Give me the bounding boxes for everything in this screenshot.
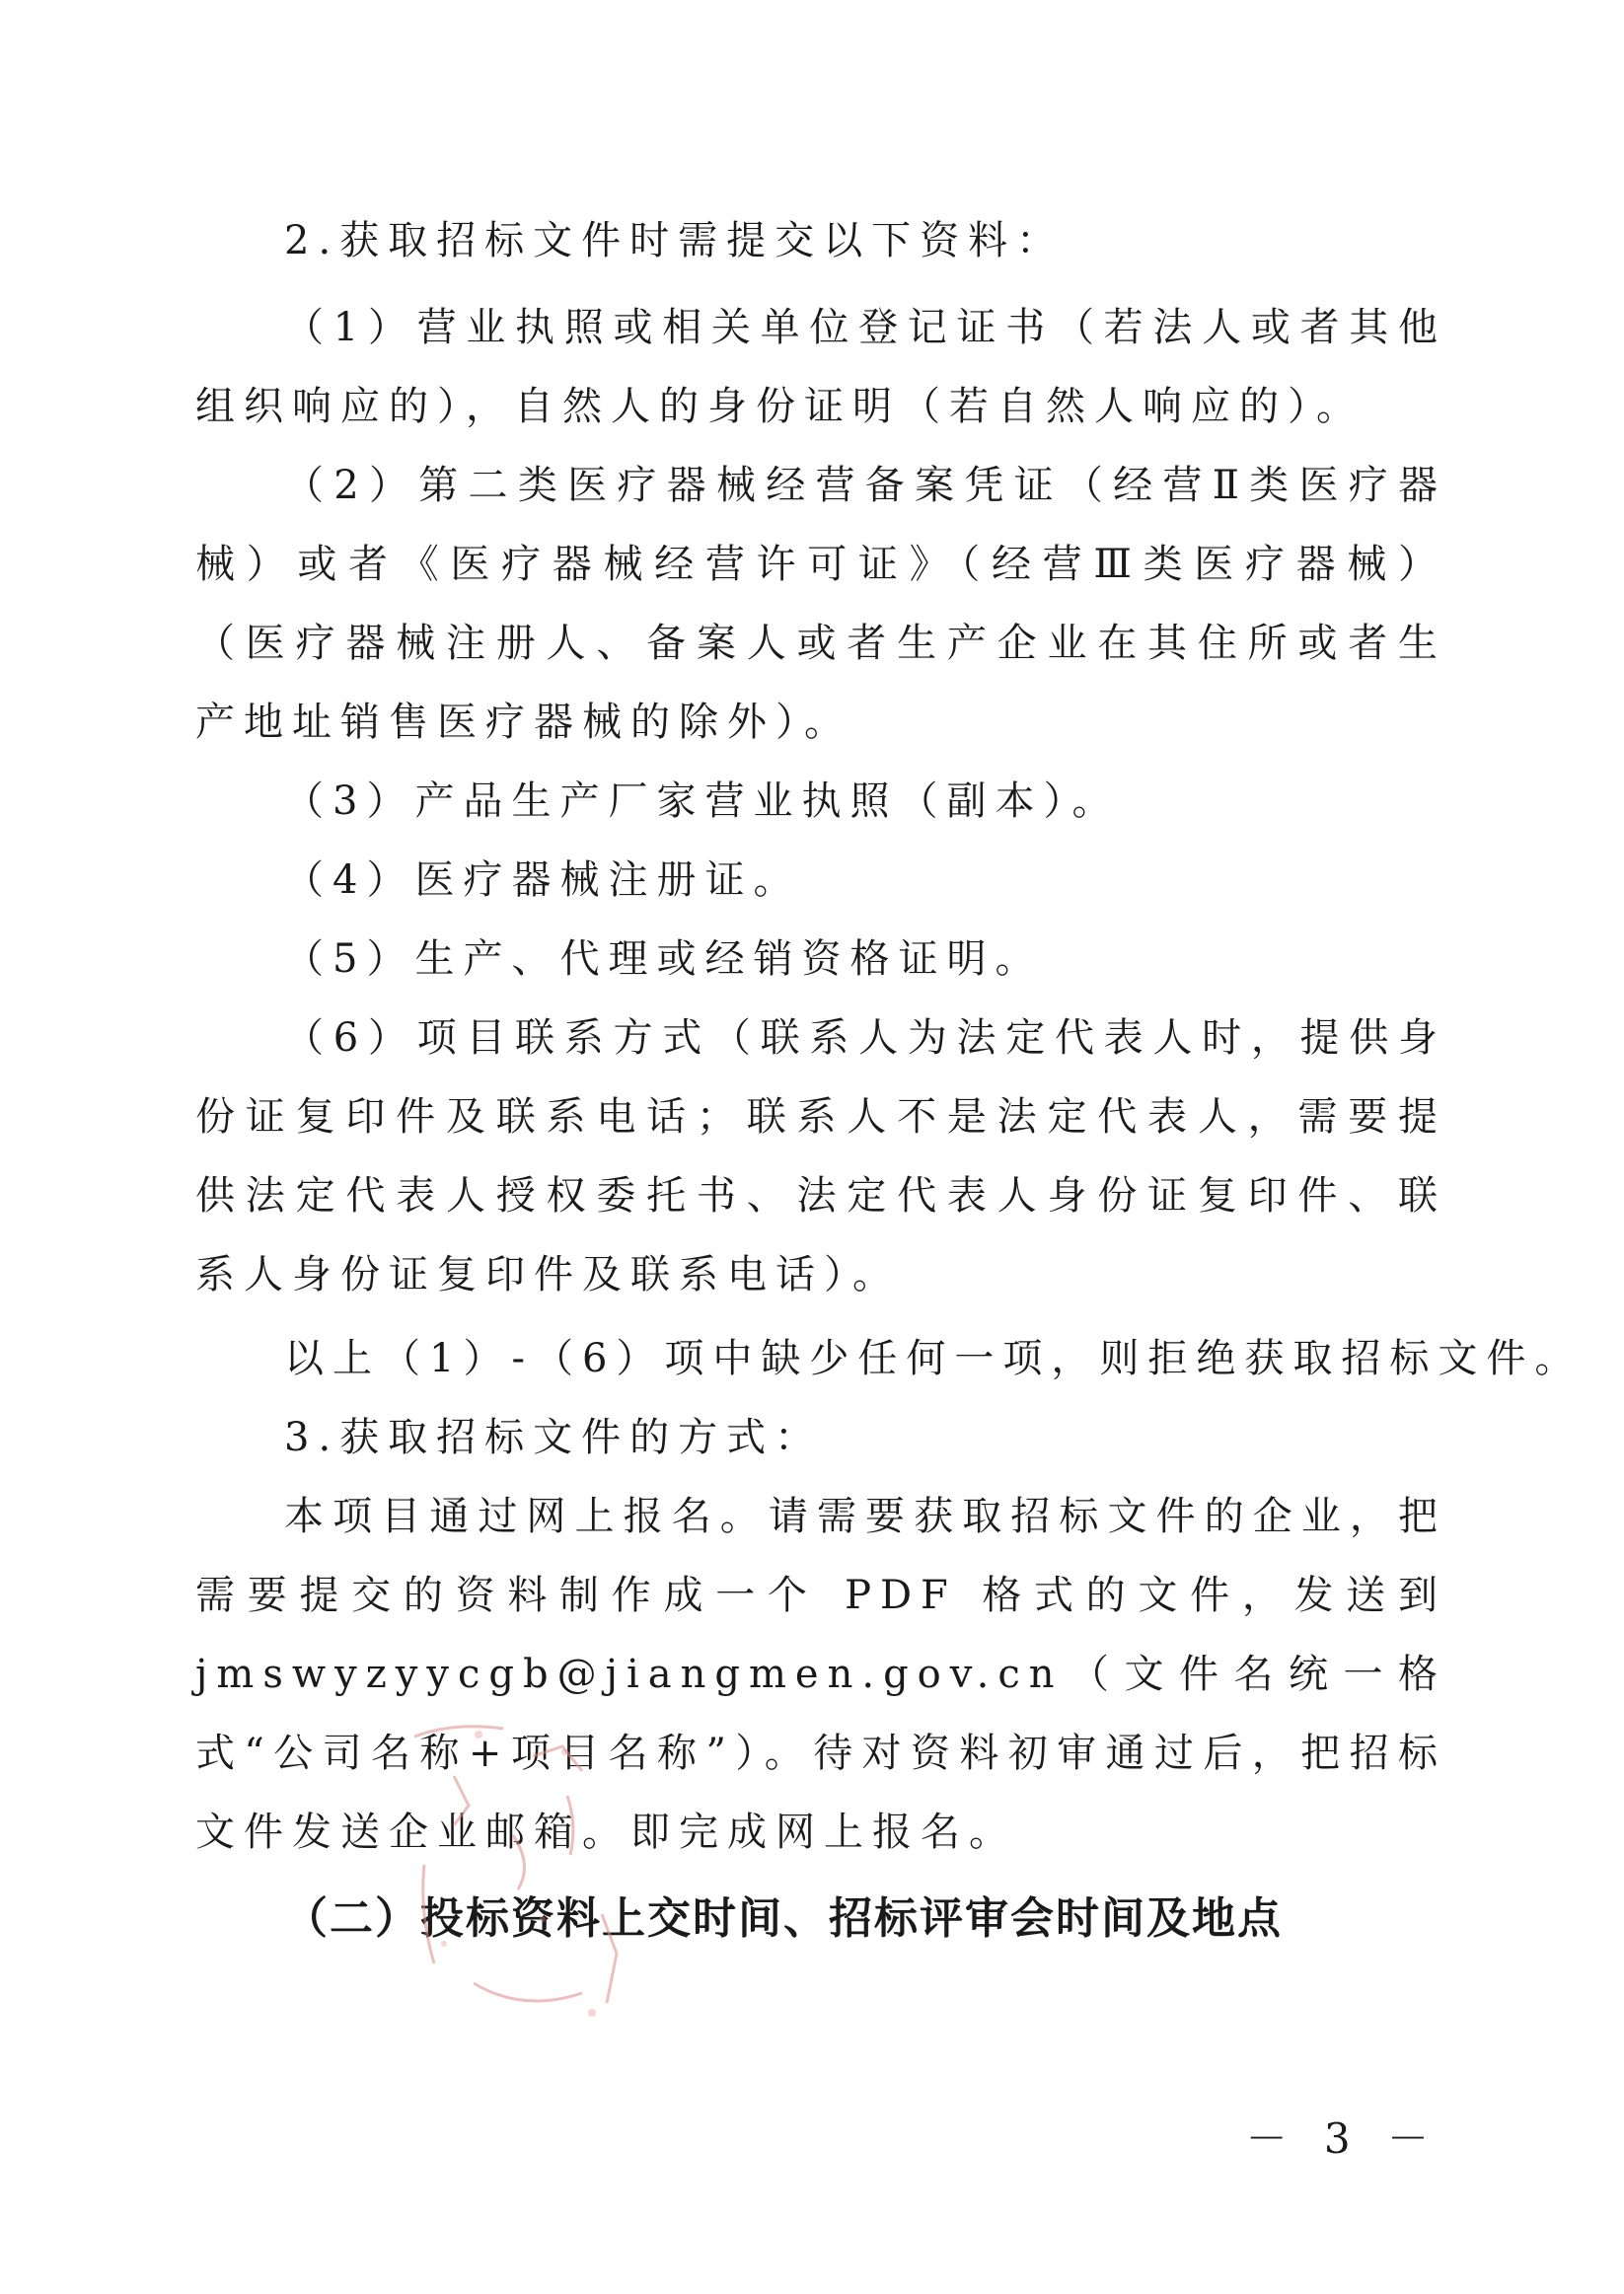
requirement-note: 以上（1）-（6）项中缺少任何一项，则拒绝获取招标文件。 <box>284 1336 1584 1381</box>
subsection-heading: （二）投标资料上交时间、招标评审会时间及地点 <box>284 1893 1283 1944</box>
requirement-item-6: （6）项目联系方式（联系人为法定代表人时，提供身份证复印件及联系电话；联系人不是法定代表人，需要提供法定代表人授权委托书、法定代表人身份证复印件、联系人身份证复印件及联系电话）。 <box>195 1015 1446 1297</box>
section3-body: 本项目通过网上报名。请需要获取招标文件的企业，把需要提交的资料制作成一个 PDF 格式的文件，发送到jmswyzyycgb@jiangmen.gov.cn（文件名统一格式“公司名称+项目名称”）。待对资料初审通过后，把招标文件发送企业邮箱。即完成网上报名。 <box>195 1494 1446 1855</box>
requirement-item-5: （5）生产、代理或经销资格证明。 <box>284 936 1044 982</box>
section2-heading: 2.获取招标文件时需提交以下资料： <box>284 218 1066 263</box>
requirement-item-3: （3）产品生产厂家营业执照（副本）。 <box>284 778 1121 824</box>
section3-heading: 3.获取招标文件的方式： <box>284 1415 824 1460</box>
requirement-item-1: （1）营业执照或相关单位登记证书（若法人或者其他组织响应的），自然人的身份证明（若自然人响应的）。 <box>195 305 1446 429</box>
page-number: － 3 － <box>1245 2114 1440 2163</box>
requirement-item-4: （4）医疗器械注册证。 <box>284 857 802 903</box>
requirement-item-2: （2）第二类医疗器械经营备案凭证（经营Ⅱ类医疗器械）或者《医疗器械经营许可证》（经营Ⅲ类医疗器械）（医疗器械注册人、备案人或者生产企业在其住所或者生产地址销售医疗器械的除外）。 <box>195 463 1446 745</box>
